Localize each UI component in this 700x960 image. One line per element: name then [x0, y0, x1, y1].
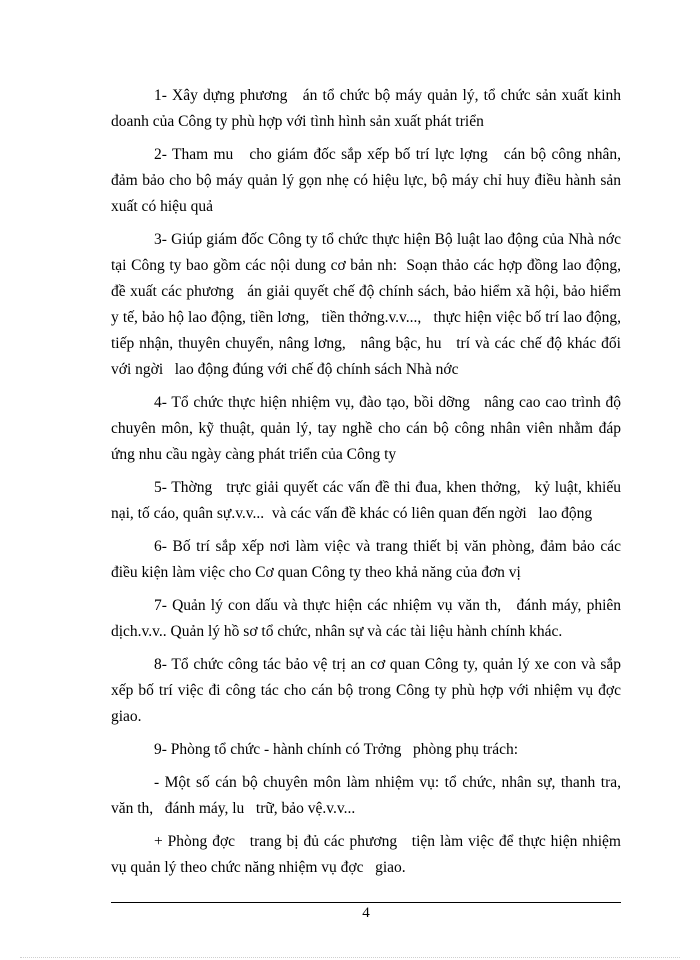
paragraph-10: - Một số cán bộ chuyên môn làm nhiệm vụ: tổ chức, nhân sự, thanh tra, văn th, đánh máy, lu trữ, bảo vệ.v.v...: [111, 774, 625, 817]
paragraph-2: 2- Tham mu cho giám đốc sắp xếp bố trí lực lợng cán bộ công nhân, đảm bảo cho bộ máy quản lý gọn nhẹ có hiệu lực, bộ máy chỉ huy điều hành sản xuất có hiệu quả: [111, 146, 625, 215]
paragraph-5: 5- Thờng trực giải quyết các vấn đề thi đua, khen thởng, kỷ luật, khiếu nại, tố cáo, quân sự.v.v... và các vấn đề khác có liên quan đến ngời lao động: [111, 479, 625, 522]
paragraph-11: + Phòng đợc trang bị đủ các phương tiện làm việc để thực hiện nhiệm vụ quản lý theo chức năng nhiệm vụ đợc giao.: [111, 833, 625, 876]
footer-divider: [111, 902, 621, 903]
paragraph-6: 6- Bố trí sắp xếp nơi làm việc và trang thiết bị văn phòng, đảm bảo các điều kiện làm việc cho Cơ quan Công ty theo khả năng của đơn vị: [111, 538, 625, 581]
paragraph-8: 8- Tổ chức công tác bảo vệ trị an cơ quan Công ty, quản lý xe con và sắp xếp bố trí việc đi công tác cho cán bộ trong Công ty phù hợp với nhiệm vụ đợc giao.: [111, 656, 633, 725]
paragraph-7: 7- Quản lý con dấu và thực hiện các nhiệm vụ văn th, đánh máy, phiên dịch.v.v.. Quản lý hồ sơ tổ chức, nhân sự và các tài liệu hành chính khác.: [111, 597, 625, 640]
page-bottom-border: [20, 957, 680, 958]
paragraph-1: 1- Xây dựng phương án tổ chức bộ máy quản lý, tổ chức sản xuất kinh doanh của Công ty phù hợp với tình hình sản xuất phát triển: [111, 87, 625, 130]
paragraph-3: 3- Giúp giám đốc Công ty tổ chức thực hiện Bộ luật lao động của Nhà nớc tại Công ty bao gồm các nội dung cơ bản nh: Soạn thảo các hợp đồng lao động, đề xuất các phương án giải quyết chế độ chính sách, bảo hiểm xã hội, bảo hiểm y tế, bảo hộ lao động, tiền lơng, tiền thởng.v.v..., thực hiện việc bố trí lao động, tiếp nhận, thuyên chuyển, nâng lơng, nâng bậc, hu trí và các chế độ khác đối với ngời lao động đúng với chế độ chính sách Nhà nớc: [111, 231, 633, 378]
document-body: [111, 83, 633, 888]
paragraph-4: 4- Tổ chức thực hiện nhiệm vụ, đào tạo, bồi dỡng nâng cao cao trình độ chuyên môn, kỹ thuật, quản lý, tay nghề cho cán bộ công nhân viên nhằm đáp ứng nhu cầu ngày càng phát triển của Công ty: [111, 394, 625, 463]
page-number: 4: [362, 905, 370, 921]
paragraph-9: 9- Phòng tổ chức - hành chính có Trởng phòng phụ trách:: [154, 741, 519, 758]
